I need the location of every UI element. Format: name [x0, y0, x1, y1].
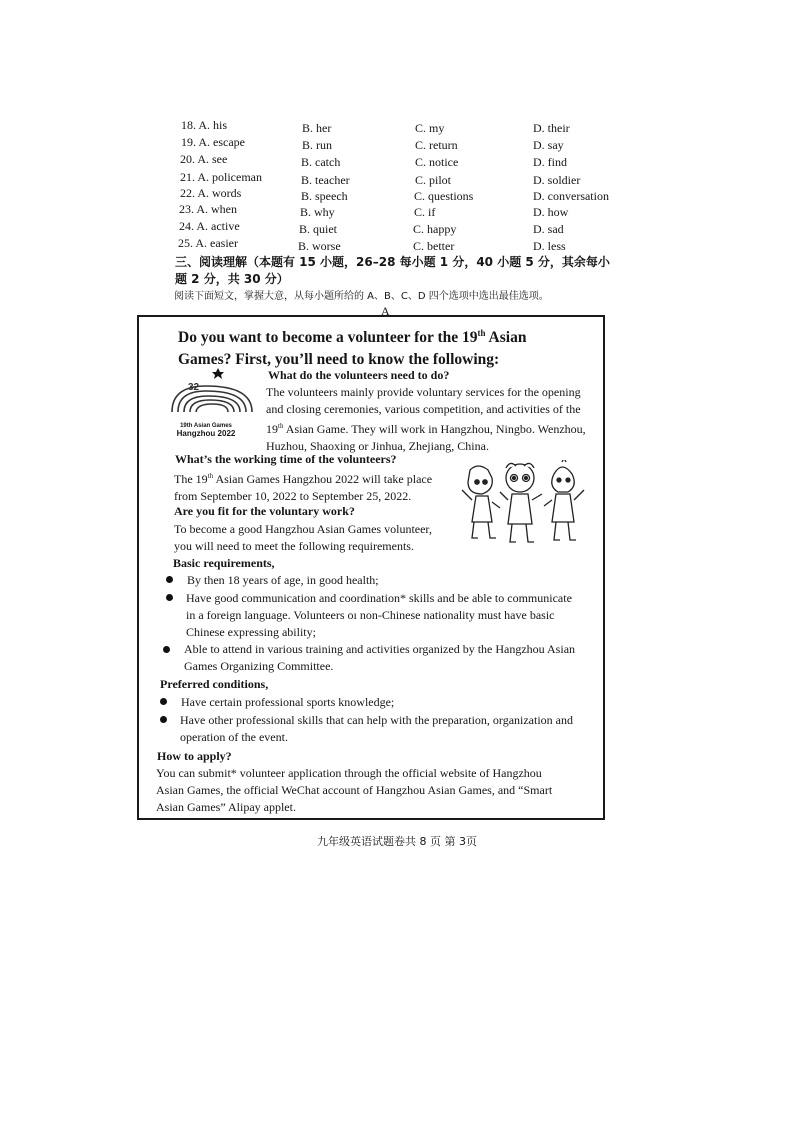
logo-caption: 19th Asian Games Hangzhou 2022	[176, 423, 236, 438]
passage-headline: Do you want to become a volunteer for the 19th Asian Games? First, you’ll need to know the following:	[178, 328, 527, 369]
basic-requirements-heading: Basic requirements,	[173, 556, 275, 570]
choice-option-a: 18. A. his	[181, 118, 228, 132]
choice-row	[0, 186, 794, 202]
asian-games-logo	[166, 366, 258, 438]
bullet-icon	[166, 576, 173, 583]
basic-item: Have good communication and coordination* skills and be able to communicate in a foreign language. Volunteers oı non-Chinese nationality must have basic Chinese expressing ability;	[186, 591, 572, 639]
choice-row	[0, 118, 794, 134]
bullet-icon	[166, 594, 173, 601]
choice-option-a: 25. A. easier	[178, 236, 238, 250]
choice-option-b: B. why	[300, 205, 335, 219]
paragraph-time: The 19th Asian Games Hangzhou 2022 will take place from September 10, 2022 to September 25, 2022.	[174, 472, 433, 503]
choice-row	[0, 170, 794, 186]
question-heading: Are you fit for the voluntary work?	[174, 504, 355, 518]
choice-option-b: B. teacher	[301, 173, 350, 187]
choice-option-c: C. return	[415, 138, 458, 152]
page-footer: 九年级英语试题卷共 8 页 第 3页	[317, 835, 477, 848]
paragraph-duties: The volunteers mainly provide voluntary services for the opening and closing ceremonies, various competition, and activities of the 19th Asian Game. They will work in Hangzhou, Ningbo. Wenzhou, Huzhou, Shaoxing or Jinhua, Zhejiang, China.	[266, 385, 586, 453]
choice-option-a: 22. A. words	[180, 186, 242, 200]
paragraph-fit: To become a good Hangzhou Asian Games volunteer, you will need to meet the following requirements.	[174, 522, 432, 553]
how-to-apply-heading: How to apply?	[157, 749, 232, 763]
choice-option-d: D. soldier	[533, 173, 581, 187]
choice-row	[0, 219, 794, 235]
choice-option-b: B. her	[302, 121, 332, 135]
mascot-icon	[458, 460, 588, 552]
choice-row	[0, 236, 794, 252]
mascots-illustration	[458, 460, 588, 552]
choice-option-c: C. questions	[414, 189, 474, 203]
basic-item: Able to attend in various training and activities organized by the Hangzhou Asian Games Organizing Committee.	[184, 642, 576, 673]
choice-row	[0, 152, 794, 168]
passage-letter: A	[381, 304, 390, 318]
choice-option-b: B. speech	[301, 189, 348, 203]
bullet-icon	[163, 646, 170, 653]
question-heading: What do the volunteers need to do?	[268, 368, 450, 382]
choice-option-d: D. less	[533, 239, 566, 253]
choice-option-a: 21. A. policeman	[180, 170, 262, 184]
choice-option-a: 19. A. escape	[181, 135, 245, 149]
bullet-icon	[160, 698, 167, 705]
choice-option-c: C. better	[413, 239, 455, 253]
choice-option-d: D. say	[533, 138, 564, 152]
choice-row	[0, 135, 794, 151]
bullet-icon	[160, 716, 167, 723]
choice-option-b: B. catch	[301, 155, 341, 169]
choice-option-b: B. run	[302, 138, 332, 152]
paragraph-apply: You can submit* volunteer application through the official website of Hangzhou Asian Games, the official WeChat account of Hangzhou Asian Games, and “Smart Asian Games” Alipay applet.	[156, 766, 553, 814]
choice-option-b: B. worse	[298, 239, 341, 253]
choice-option-d: D. find	[533, 155, 567, 169]
choice-option-c: C. my	[415, 121, 445, 135]
choice-option-c: C. if	[414, 205, 436, 219]
logo-emblem-icon	[166, 366, 258, 416]
question-heading: What’s the working time of the volunteers?	[175, 452, 397, 466]
choice-row	[0, 202, 794, 218]
preferred-item: Have other professional skills that can help with the preparation, organization and operation of the event.	[180, 713, 573, 744]
section-instruction: 阅读下面短文，掌握大意，从每小题所给的 A、B、C、D 四个选项中选出最佳选项。	[174, 291, 549, 302]
section-title: 三、阅读理解（本题有 15 小题，26–28 每小题 1 分，40 小题 5 分，其余每小题 2 分，共 30 分）	[175, 255, 610, 286]
preferred-item: Have certain professional sports knowledge;	[181, 695, 395, 709]
svg-text:32: 32	[188, 382, 200, 393]
choice-option-c: C. notice	[415, 155, 459, 169]
choice-option-a: 24. A. active	[179, 219, 240, 233]
choice-option-a: 23. A. when	[179, 202, 237, 216]
choice-option-d: D. their	[533, 121, 570, 135]
choice-option-c: C. happy	[413, 222, 457, 236]
preferred-conditions-heading: Preferred conditions,	[160, 677, 269, 691]
choice-option-a: 20. A. see	[180, 152, 228, 166]
choice-option-c: C. pilot	[415, 173, 452, 187]
basic-item: By then 18 years of age, in good health;	[187, 573, 379, 587]
choice-option-d: D. conversation	[533, 189, 609, 203]
choice-option-b: B. quiet	[299, 222, 337, 236]
choice-option-d: D. sad	[533, 222, 564, 236]
choice-option-d: D. how	[533, 205, 569, 219]
